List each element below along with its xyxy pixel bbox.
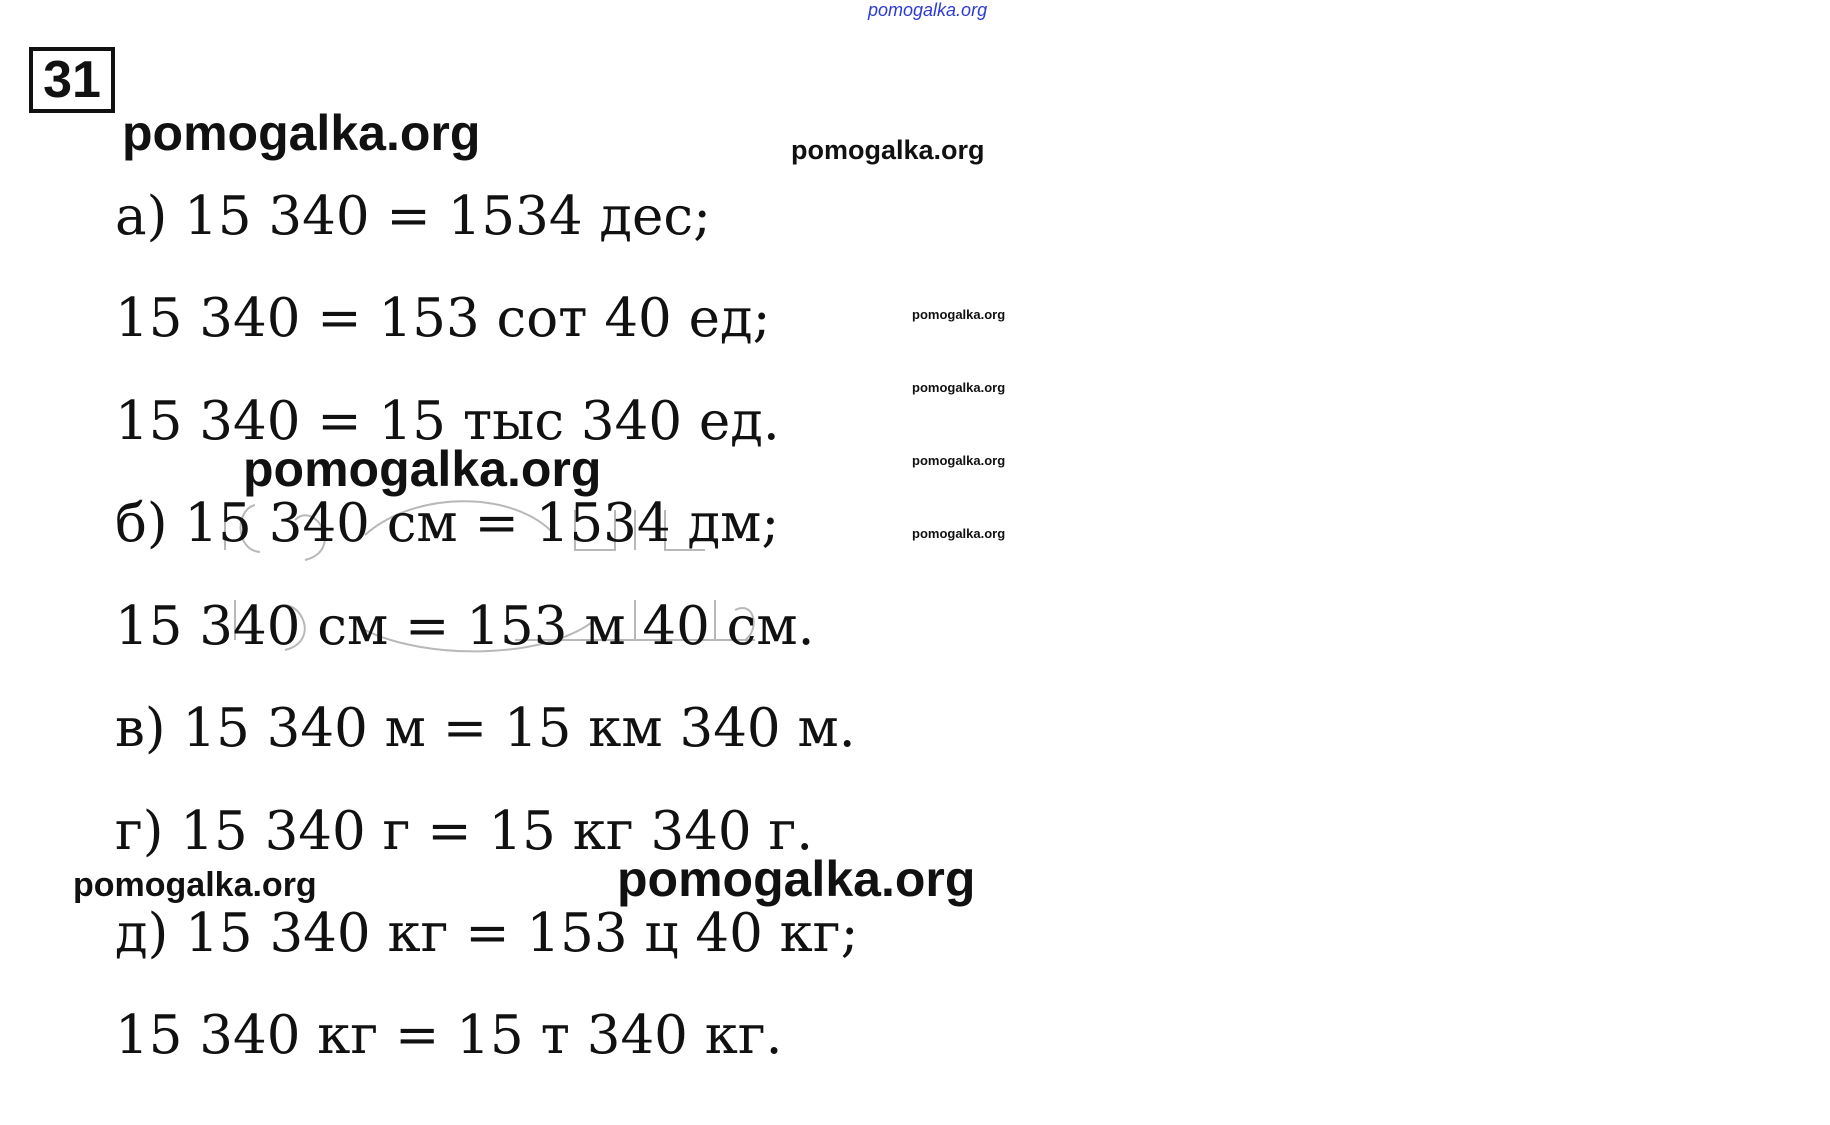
watermark-medium-2: pomogalka.org: [73, 866, 317, 904]
solution-line-d1: д) 15 340 кг = 153 ц 40 кг;: [115, 903, 859, 964]
solution-line-d2: 15 340 кг = 15 т 340 кг.: [115, 1005, 783, 1066]
solution-line-g: г) 15 340 г = 15 кг 340 г.: [115, 801, 814, 862]
solution-line-a1: а) 15 340 = 1534 дес;: [115, 186, 711, 247]
watermark-small-1: pomogalka.org: [912, 307, 1006, 322]
solution-line-b2: 15 340 см = 153 м 40 см.: [115, 596, 815, 657]
solution-line-b1: б) 15 340 см = 1534 дм;: [115, 493, 780, 554]
watermark-small-4: pomogalka.org: [912, 526, 1006, 541]
watermark-top: pomogalka.org: [868, 0, 988, 20]
solution-line-a3: 15 340 = 15 тыс 340 ед.: [115, 391, 780, 452]
watermark-large-2: pomogalka.org: [243, 441, 602, 497]
watermark-large-1: pomogalka.org: [122, 105, 481, 161]
problem-number-box: [29, 47, 115, 113]
watermark-medium-1: pomogalka.org: [791, 135, 985, 165]
solution-line-v: в) 15 340 м = 15 км 340 м.: [115, 698, 856, 759]
solution-line-a2: 15 340 = 153 сот 40 ед;: [115, 288, 771, 349]
watermark-large-3: pomogalka.org: [617, 851, 976, 907]
watermark-small-2: pomogalka.org: [912, 380, 1006, 395]
problem-number: 31: [43, 51, 101, 109]
watermark-small-3: pomogalka.org: [912, 453, 1006, 468]
